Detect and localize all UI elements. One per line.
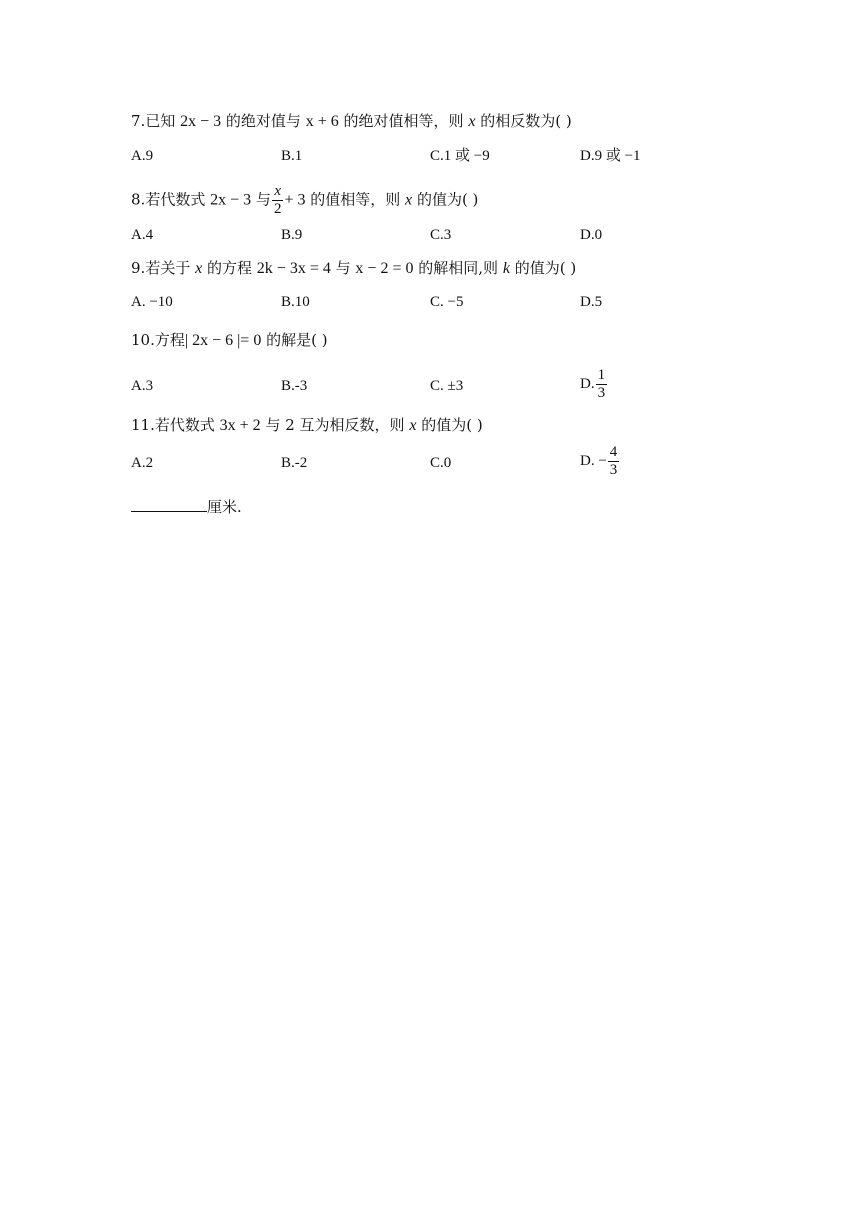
question-number: 10. [131,331,155,349]
answer-blank[interactable] [131,497,207,512]
math-variable: k [502,260,510,277]
option-a: A.3 [131,378,154,394]
math-variable: x [409,417,417,434]
fraction-denominator: 2 [273,201,282,217]
question-7-stem [131,111,572,132]
math-expression: 3x + 2 [219,417,261,434]
math-expression: x − 2 = 0 [355,260,414,277]
option-b: B.10 [281,294,310,310]
math-expression: 2x − 3 [180,113,222,130]
question-8-stem [131,183,478,218]
option-a: A.9 [131,148,154,164]
stem-text: 与 [255,190,271,209]
stem-text: 的相反数为( ) [480,112,572,130]
math-expression: | 2x − 6 |= 0 [184,332,262,349]
option-a: A. −10 [131,294,173,310]
math-expression: x + 6 [305,113,339,130]
stem-text: 的值为( ) [421,416,483,434]
fraction [608,444,620,479]
option-b: B.1 [281,148,303,164]
fraction-denominator: 3 [597,385,606,401]
option-a: A.2 [131,455,154,471]
option-c: C.3 [430,227,452,243]
stem-text: 的绝对值相等，则 [343,112,464,130]
stem-text: 的解是( ) [266,331,328,349]
stem-text: 若代数式 [145,190,206,209]
option-d [580,444,620,479]
question-11-stem [131,415,483,436]
question-9-stem [131,258,576,279]
stem-text: 与 [335,259,351,277]
option-b: B.-2 [281,455,308,471]
fraction-numerator: 1 [597,367,606,383]
stem-text: 方程 [154,331,185,349]
math-variable: x [405,191,413,209]
fraction [272,183,284,218]
stem-text: 的解相同,则 [418,259,499,277]
option-c: C.0 [430,455,452,471]
option-c: C. −5 [430,294,464,310]
question-number: 9. [131,259,146,277]
stem-text: 的值相等，则 [310,190,401,209]
option-a: A.4 [131,227,154,243]
fraction-denominator: 3 [609,462,618,478]
option-d [580,367,608,402]
question-number: 8. [131,190,146,209]
question-10-stem [131,330,328,351]
fraction-numerator: 4 [609,444,618,460]
stem-text: 若关于 [145,259,191,277]
stem-text: 已知 [145,112,176,130]
fraction-numerator: x [272,183,284,201]
fill-blank-line [131,497,242,517]
question-number: 11. [131,416,155,434]
stem-text: 若代数式 [154,416,215,434]
stem-text: 的值为( ) [416,190,479,209]
fraction [596,367,608,402]
math-expression: 2k − 3x = 4 [256,260,331,277]
question-number: 7. [131,112,146,130]
stem-text: 与 2 互为相反数，则 [265,416,405,434]
option-d: D.9 或 −1 [580,148,641,164]
option-c: C.1 或 −9 [430,148,490,164]
option-label: D. [580,375,595,392]
stem-text: 的绝对值与 [225,112,301,130]
option-label: D. − [580,452,607,469]
option-c: C. ±3 [430,378,464,394]
math-variable: x [468,113,476,130]
math-expression: 2x − 3 [210,191,252,209]
stem-text: 的方程 [207,259,253,277]
option-b: B.-3 [281,378,308,394]
stem-text: 的值为( ) [514,259,577,277]
blank-suffix: 厘米. [207,498,242,516]
option-b: B.9 [281,227,303,243]
math-variable: x [195,260,203,277]
option-d: D.0 [580,227,603,243]
math-expression: + 3 [284,191,306,209]
option-d: D.5 [580,294,603,310]
